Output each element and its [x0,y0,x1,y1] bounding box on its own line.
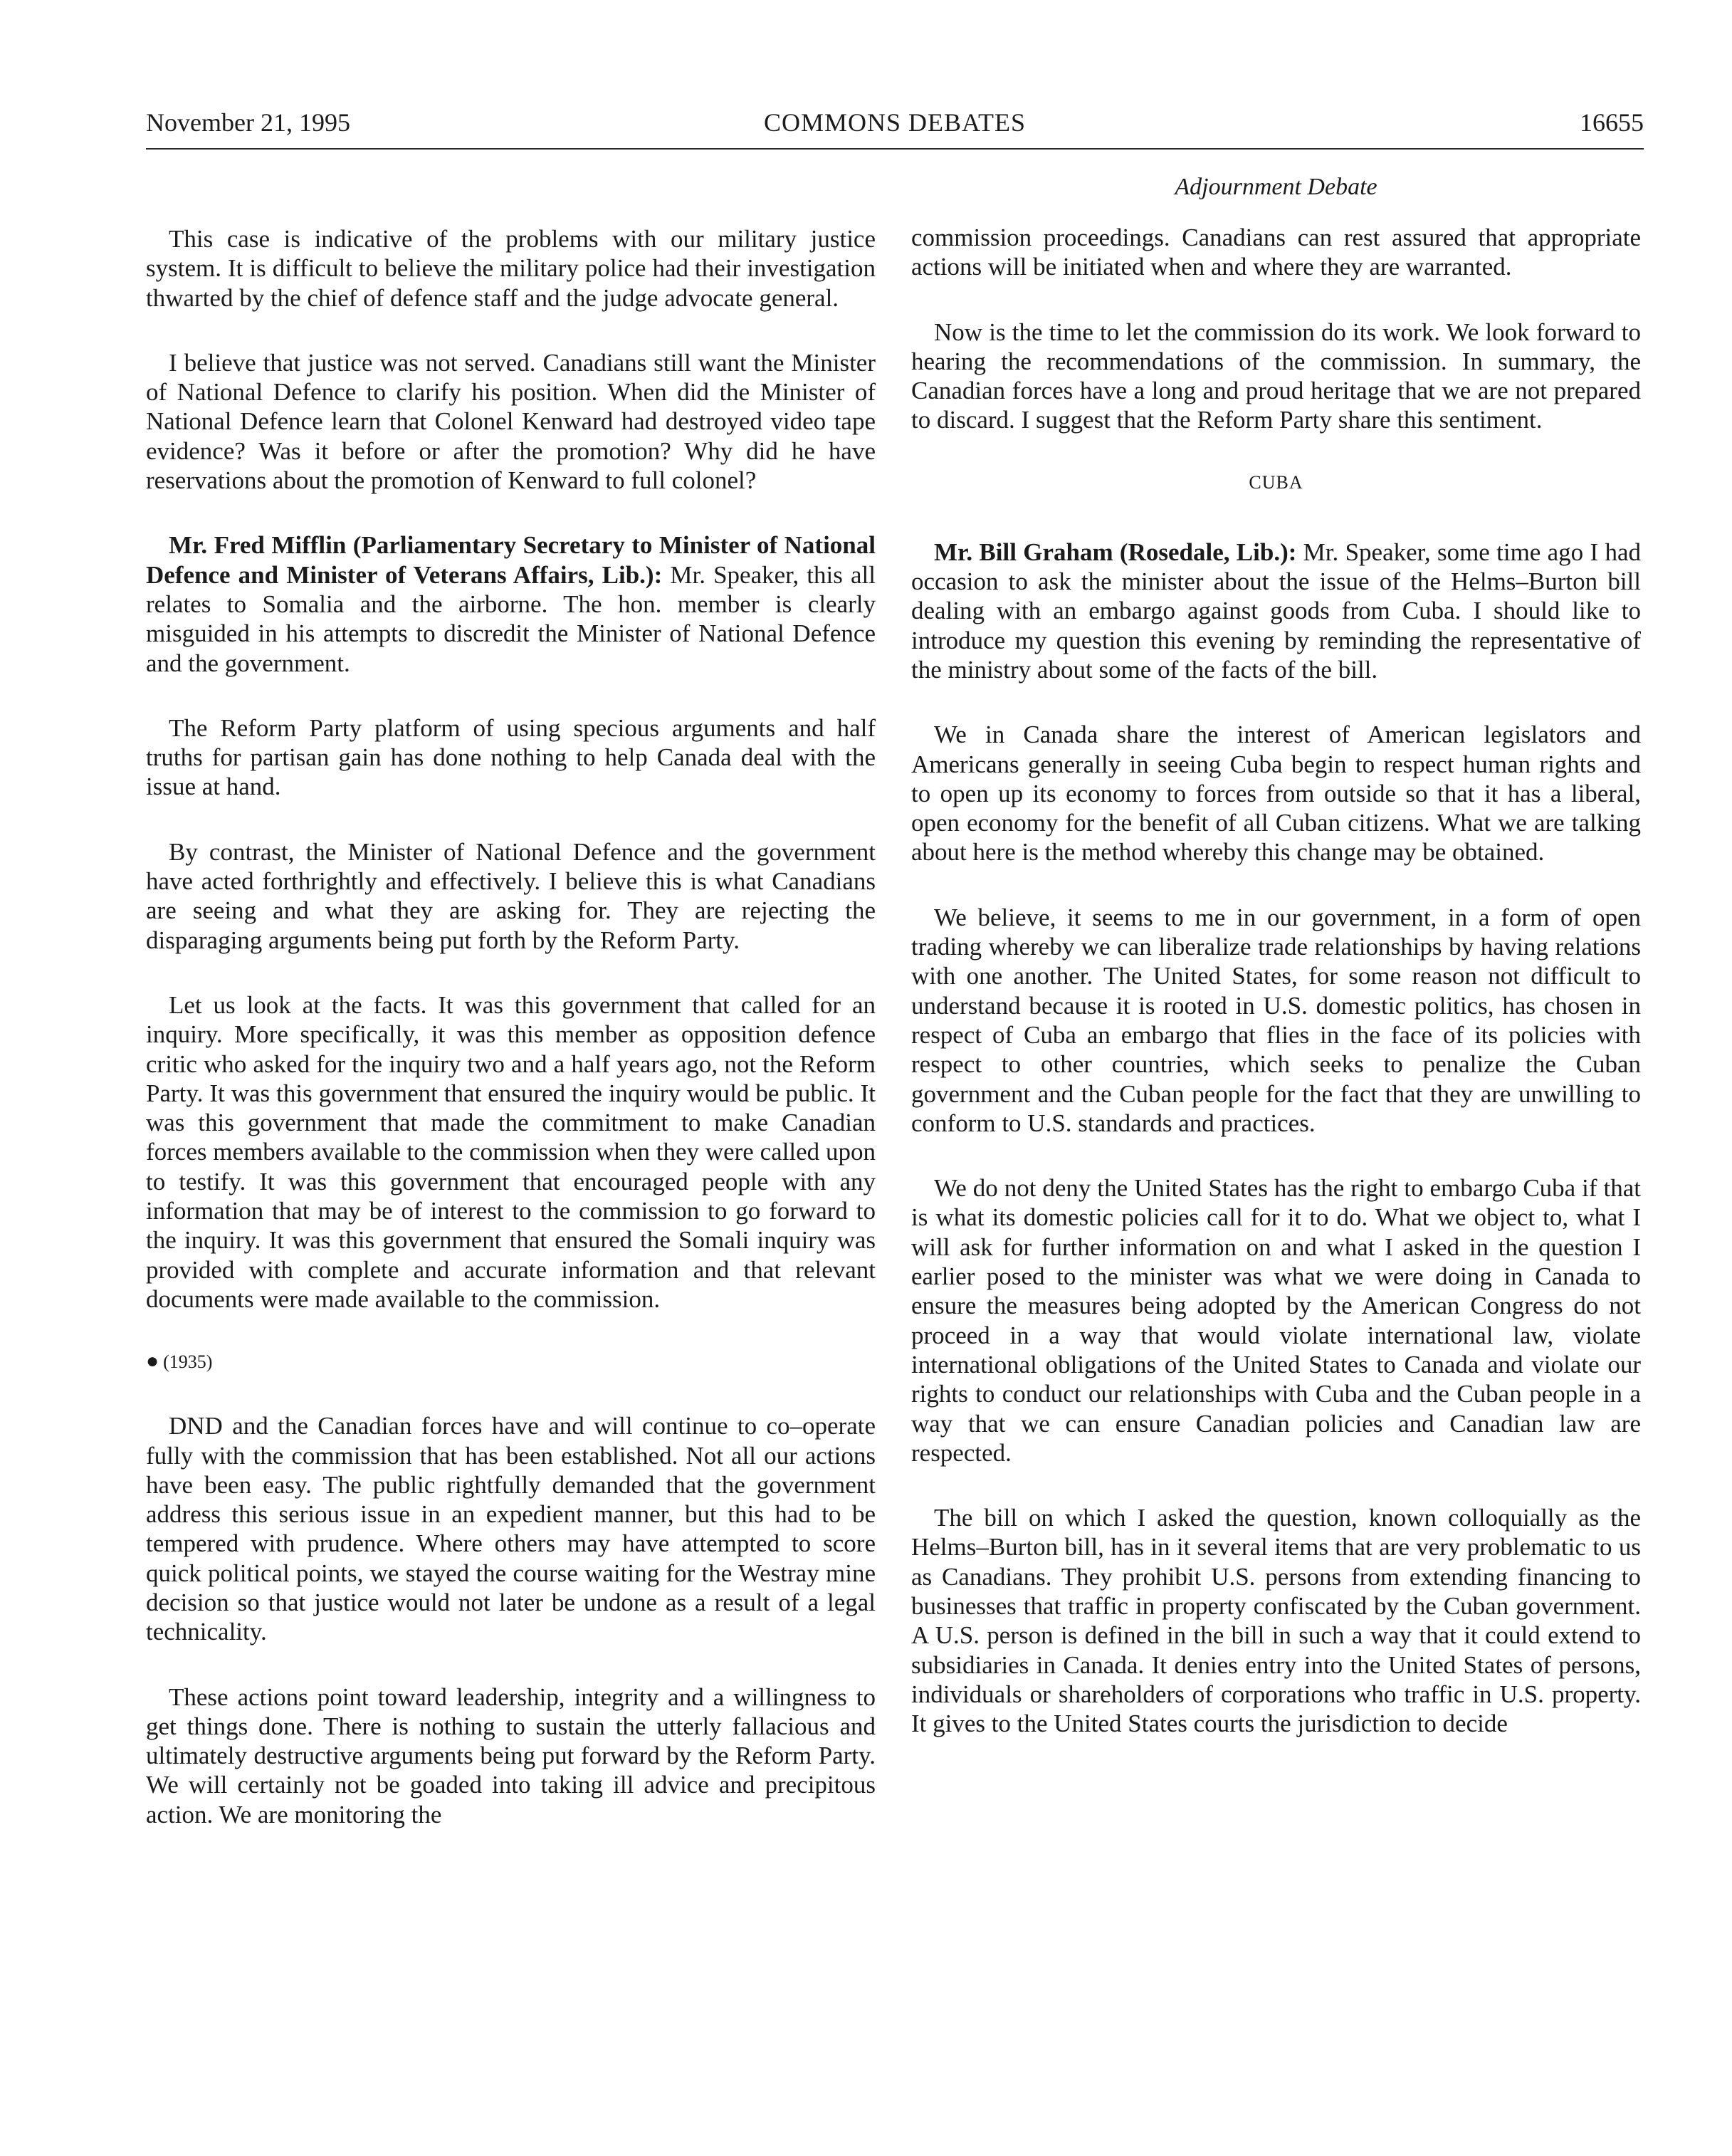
paragraph: DND and the Canadian forces have and will continue to co–operate fully with the commission that has been established. Not all our actions have been easy. The public rightfully demanded that the government address this serious issue in an expedient manner, but this had to be tempered with prudence. Where others may have attempted to score quick political points, we stayed the course waiting for the Westray mine decision so that justice would not later be undone as a result of a legal technicality. [146,1412,876,1646]
paragraph: By contrast, the Minister of National Defence and the government have acted forthrightly and effectively. I believe this is what Canadians are seeing and what they are asking for. They are rejecting the disparaging arguments being put forth by the Reform Party. [146,837,876,954]
paragraph: We believe, it seems to me in our government, in a form of open trading whereby we can liberalize trade relationships by having relations with one another. The United States, for some reason not difficult to understand because it is rooted in U.S. domestic politics, has chosen in respect of Cuba an embargo that flies in the face of its policies with respect to other countries, which seeks to penalize the Cuban government and the Cuban people for the fact that they are unwilling to conform to U.S. standards and practices. [911,903,1641,1137]
speaker-name: Mr. Fred Mifflin (Parliamentary Secretary to Minister of National Defence and Minister of Veterans Affairs, Lib.): [146,531,876,589]
paragraph: The Reform Party platform of using specious arguments and half truths for partisan gain has done nothing to help Canada deal with the issue at hand. [146,713,876,801]
paragraph: This case is indicative of the problems with our military justice system. It is difficult to believe the military police had their investigation thwarted by the chief of defence staff and the judge advocate general. [146,225,876,312]
paragraph: These actions point toward leadership, integrity and a willingness to get things done. There is nothing to sustain the utterly fallacious and ultimately destructive arguments being put forward by the Reform Party. We will certainly not be goaded into taking ill advice and precipitous action. We are monitoring the [146,1683,876,1828]
header-title: COMMONS DEBATES [763,108,1027,137]
right-column [911,171,1641,1774]
timestamp [146,1349,876,1374]
paragraph: The bill on which I asked the question, known colloquially as the Helms–Burton bill, has in it several items that are very problematic to us as Canadians. They prohibit U.S. persons from extending financing to businesses that traffic in property confiscated by the Cuban government. A U.S. person is defined in the bill in such a way that it could extend to subsidiaries in Canada. It denies entry into the United States of persons, individuals or shareholders of corporations who traffic in U.S. property. It gives to the United States courts the jurisdiction to decide [911,1504,1641,1738]
paragraph: Let us look at the facts. It was this government that called for an inquiry. More specifically, it was this member as opposition defence critic who asked for the inquiry two and a half years ago, not the Reform Party. It was this government that ensured the inquiry would be public. It was this government that made the commitment to make Canadian forces members available to the commission when they were called upon to testify. It was this government that encouraged people with any information that may be of interest to the commission to go forward to the inquiry. It was this government that ensured the Somali inquiry was provided with complete and accurate information and that relevant documents were made available to the commission. [146,990,876,1313]
speech-paragraph [911,538,1641,684]
paragraph: commission proceedings. Canadians can rest assured that appropriate actions will be initiated when and where they are warranted. [911,224,1641,281]
speech-text: Mr. Speaker, this all relates to Somalia and the airborne. The hon. member is clearly misguided in his attempts to discredit the Minister of National Defence and the government. [146,560,876,677]
paragraph: We do not deny the United States has the right to embargo Cuba if that is what its domestic policies call for it to do. What we object to, what I will ask for further information on and what I asked in the question I earlier posed to the minister was what we were doing in Canada to ensure the measures being adopted by the American Congress do not proceed in a way that would violate international law, violate international obligations of the United States to Canada and violate our rights to conduct our relationships with Cuba and the Cuban people in a way that we can ensure Canadian policies and Canadian law are respected. [911,1174,1641,1467]
speech-text: Mr. Speaker, some time ago I had occasion to ask the minister about the issue of the Helms–Burton bill dealing with an embargo against goods from Cuba. I should like to introduce my question this evening by reminding the representative of the ministry about some of the facts of the bill. [911,538,1641,684]
section-title: Adjournment Debate [1175,174,1377,200]
header-page-number: 16655 [1580,108,1644,137]
speaker-name: Mr. Bill Graham (Rosedale, Lib.): [934,538,1297,566]
header-date: November 21, 1995 [146,108,350,137]
left-column [146,224,876,1865]
timestamp-text: (1935) [163,1351,213,1373]
paragraph: Now is the time to let the commission do its work. We look forward to hearing the recommendations of the commission. In summary, the Canadian forces have a long and proud heritage that we are not prepared to discard. I suggest that the Reform Party share this sentiment. [911,318,1641,434]
paragraph: I believe that justice was not served. Canadians still want the Minister of National Defence to clarify his position. When did the Minister of National Defence learn that Colonel Kenward had destroyed video tape evidence? Was it before or after the promotion? Why did he have reservations about the promotion of Kenward to full colonel? [146,348,876,495]
rubric-heading: CUBA [1249,471,1303,493]
page-header [146,105,1644,150]
paragraph: We in Canada share the interest of American legislators and Americans generally in seeing Cuba begin to respect human rights and to open up its economy to forces from outside so that it has a liberal, open economy for the benefit of all Cuban citizens. What we are talking about here is the method whereby this change may be obtained. [911,721,1641,867]
speech-paragraph [146,530,876,677]
bullet-icon: ● [146,1349,159,1373]
